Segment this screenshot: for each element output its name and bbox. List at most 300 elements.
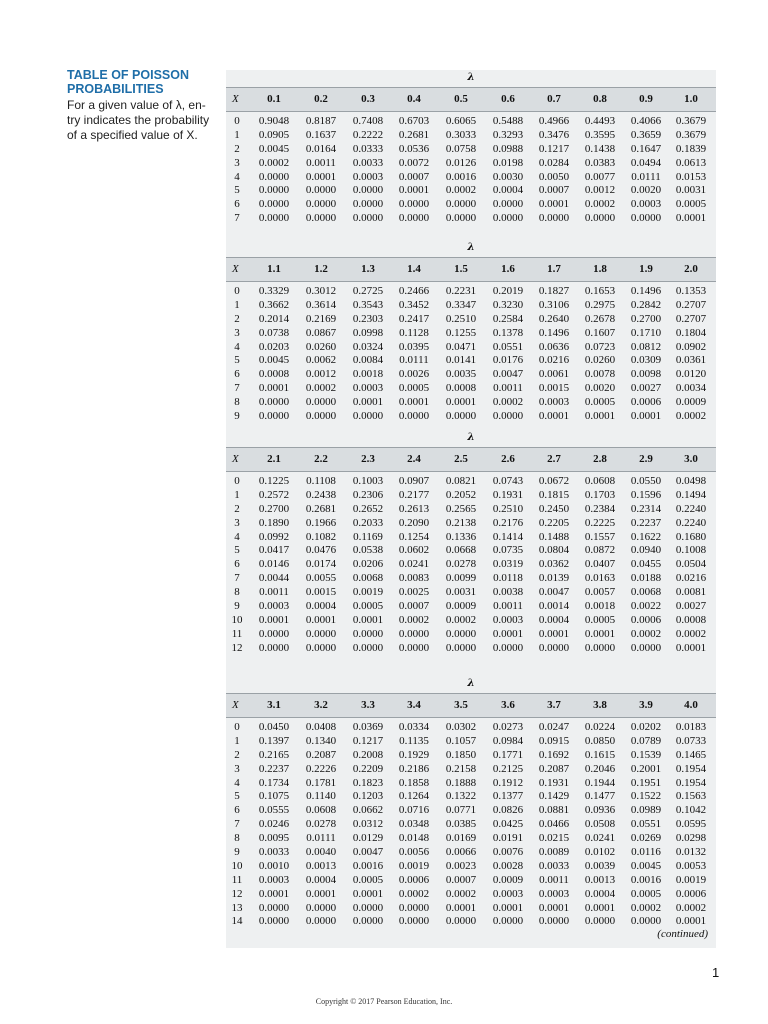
x-value-cell: 14 <box>231 915 243 928</box>
table-row <box>226 627 716 641</box>
probability-cell: 0.0550 <box>630 475 662 487</box>
probability-cell: 0.0383 <box>584 156 616 169</box>
probability-cell: 0.0001 <box>630 410 662 423</box>
x-value-cell: 3 <box>234 156 240 169</box>
probability-cell: 0.0188 <box>630 572 662 585</box>
lambda-column-header: 1.3 <box>361 263 375 275</box>
page-number: 1 <box>712 965 720 980</box>
probability-cell: 0.2438 <box>305 488 337 501</box>
probability-cell: 0.0005 <box>398 382 430 395</box>
probability-cell: 0.2014 <box>258 312 290 325</box>
probability-cell: 0.0146 <box>258 558 290 571</box>
probability-cell: 0.0000 <box>352 915 384 928</box>
probability-cell: 0.1653 <box>584 285 616 297</box>
probability-cell: 0.0013 <box>305 859 337 872</box>
probability-cell: 0.0203 <box>258 340 290 353</box>
probability-cell: 0.0176 <box>492 354 524 367</box>
probability-cell: 0.0998 <box>352 326 384 339</box>
lambda-column-header: 0.9 <box>639 93 653 105</box>
probability-cell: 0.2231 <box>445 285 477 297</box>
table-title-line: TABLE OF POISSON <box>67 68 189 82</box>
probability-cell: 0.1607 <box>584 326 616 339</box>
lambda-column-header: 1.9 <box>639 263 653 275</box>
probability-cell: 0.0068 <box>352 572 384 585</box>
probability-cell: 0.0012 <box>584 184 616 197</box>
probability-cell: 0.0111 <box>631 170 661 183</box>
probability-cell: 0.0183 <box>675 721 707 733</box>
probability-cell: 0.0001 <box>305 170 337 183</box>
table-body <box>226 720 716 928</box>
probability-cell: 0.0000 <box>398 198 430 211</box>
probability-cell: 0.0001 <box>258 613 290 626</box>
probability-cell: 0.0009 <box>492 873 524 886</box>
probability-cell: 0.1496 <box>630 285 662 297</box>
probability-cell: 0.2700 <box>258 502 290 515</box>
x-value-cell: 8 <box>234 396 240 409</box>
probability-cell: 0.0056 <box>398 846 430 859</box>
probability-cell: 0.0000 <box>398 901 430 914</box>
probability-cell: 0.4493 <box>584 115 616 127</box>
probability-cell: 0.0028 <box>492 859 524 872</box>
probability-cell: 0.0003 <box>352 170 384 183</box>
probability-cell: 0.0003 <box>492 887 524 900</box>
x-value-cell: 12 <box>231 641 243 654</box>
probability-cell: 0.0000 <box>492 212 524 225</box>
lambda-label: λ <box>467 431 475 443</box>
x-value-cell: 0 <box>234 721 240 733</box>
probability-cell: 0.1465 <box>675 748 707 761</box>
probability-cell: 0.0936 <box>584 804 616 817</box>
probability-cell: 0.0002 <box>630 901 662 914</box>
probability-cell: 0.0668 <box>445 544 477 557</box>
probability-cell: 0.0407 <box>584 558 616 571</box>
probability-cell: 0.2678 <box>584 312 616 325</box>
table-row <box>226 734 716 748</box>
probability-cell: 0.0000 <box>305 627 337 640</box>
probability-cell: 0.0334 <box>398 721 430 733</box>
probability-cell: 0.1496 <box>538 326 570 339</box>
probability-cell: 0.0001 <box>584 410 616 423</box>
x-value-cell: 13 <box>231 901 243 914</box>
probability-cell: 0.1637 <box>305 128 337 141</box>
x-value-cell: 2 <box>234 748 240 761</box>
probability-cell: 0.1823 <box>352 776 384 789</box>
x-column-header: X <box>232 93 239 105</box>
x-value-cell: 4 <box>234 170 240 183</box>
probability-cell: 0.1563 <box>675 790 707 803</box>
probability-cell: 0.3293 <box>492 128 524 141</box>
probability-cell: 0.0000 <box>305 212 337 225</box>
copyright-notice: Copyright © 2017 Pearson Education, Inc. <box>315 997 453 1006</box>
probability-cell: 0.0001 <box>538 410 570 423</box>
probability-cell: 0.0000 <box>258 212 290 225</box>
x-value-cell: 6 <box>234 368 240 381</box>
probability-cell: 0.1042 <box>675 804 707 817</box>
lambda-column-header: 3.1 <box>267 699 281 711</box>
x-column-header: X <box>232 699 239 711</box>
probability-cell: 0.2652 <box>352 502 384 515</box>
probability-cell: 0.1692 <box>538 748 570 761</box>
table-row <box>226 720 716 734</box>
probability-cell: 0.0141 <box>445 354 477 367</box>
table-row <box>226 585 716 599</box>
probability-cell: 0.0001 <box>538 627 570 640</box>
probability-cell: 0.0031 <box>445 586 477 599</box>
probability-cell: 0.1781 <box>305 776 337 789</box>
probability-cell: 0.2158 <box>445 762 477 775</box>
probability-cell: 0.0000 <box>352 198 384 211</box>
probability-cell: 0.0019 <box>352 586 384 599</box>
probability-cell: 0.0001 <box>675 641 707 654</box>
probability-cell: 0.1108 <box>306 475 336 487</box>
x-value-cell: 11 <box>231 627 243 640</box>
probability-cell: 0.0636 <box>538 340 570 353</box>
probability-cell: 0.0000 <box>352 641 384 654</box>
probability-cell: 0.0001 <box>398 396 430 409</box>
probability-cell: 0.0002 <box>445 887 477 900</box>
probability-cell: 0.0215 <box>538 832 570 845</box>
probability-cell: 0.6703 <box>398 115 430 127</box>
probability-cell: 0.0302 <box>445 721 477 733</box>
probability-cell: 0.1557 <box>584 530 616 543</box>
probability-cell: 0.0118 <box>493 572 523 585</box>
probability-cell: 0.0061 <box>538 368 570 381</box>
probability-cell: 0.0004 <box>538 613 570 626</box>
probability-cell: 0.0002 <box>492 396 524 409</box>
probability-cell: 0.0000 <box>584 915 616 928</box>
probability-cell: 0.2240 <box>675 516 707 529</box>
probability-cell: 0.0000 <box>584 641 616 654</box>
probability-cell: 0.1890 <box>258 516 290 529</box>
x-value-cell: 3 <box>234 516 240 529</box>
lambda-column-header: 2.0 <box>684 263 698 275</box>
probability-cell: 0.2176 <box>492 516 524 529</box>
probability-cell: 0.1888 <box>445 776 477 789</box>
table-row <box>226 873 716 887</box>
probability-cell: 0.1438 <box>584 142 616 155</box>
probability-cell: 0.1336 <box>445 530 477 543</box>
probability-cell: 0.0016 <box>630 873 662 886</box>
probability-cell: 0.0362 <box>538 558 570 571</box>
lambda-column-header: 1.6 <box>501 263 515 275</box>
probability-cell: 0.0008 <box>675 613 707 626</box>
table-row <box>226 340 716 354</box>
probability-cell: 0.2417 <box>398 312 430 325</box>
probability-cell: 0.0940 <box>630 544 662 557</box>
probability-cell: 0.0000 <box>352 627 384 640</box>
x-value-cell: 10 <box>231 859 243 872</box>
probability-cell: 0.0804 <box>538 544 570 557</box>
table-title-line: PROBABILITIES <box>67 82 164 96</box>
table-row <box>226 613 716 627</box>
probability-cell: 0.0246 <box>258 818 290 831</box>
probability-cell: 0.1488 <box>538 530 570 543</box>
probability-cell: 0.0011 <box>493 382 523 395</box>
probability-cell: 0.0417 <box>258 544 290 557</box>
probability-cell: 0.0111 <box>399 354 429 367</box>
probability-cell: 0.0000 <box>492 410 524 423</box>
probability-cell: 0.0004 <box>305 600 337 613</box>
table-body <box>226 284 716 423</box>
probability-cell: 0.1954 <box>675 762 707 775</box>
probability-cell: 0.0057 <box>584 586 616 599</box>
probability-cell: 0.0821 <box>445 475 477 487</box>
probability-cell: 0.0361 <box>675 354 707 367</box>
poisson-table <box>226 70 716 948</box>
x-value-cell: 0 <box>234 115 240 127</box>
table-row <box>226 312 716 326</box>
probability-cell: 0.0001 <box>675 915 707 928</box>
probability-cell: 0.0001 <box>352 396 384 409</box>
probability-cell: 0.0002 <box>258 156 290 169</box>
probability-cell: 0.2177 <box>398 488 430 501</box>
probability-cell: 0.5488 <box>492 115 524 127</box>
probability-cell: 0.3012 <box>305 285 337 297</box>
probability-cell: 0.0011 <box>306 156 336 169</box>
probability-cell: 0.0881 <box>538 804 570 817</box>
probability-cell: 0.0033 <box>538 859 570 872</box>
table-row <box>226 571 716 585</box>
probability-cell: 0.2681 <box>398 128 430 141</box>
x-value-cell: 9 <box>234 600 240 613</box>
table-row <box>226 859 716 873</box>
x-value-cell: 4 <box>234 340 240 353</box>
table-row <box>226 803 716 817</box>
probability-cell: 0.1929 <box>398 748 430 761</box>
probability-cell: 0.0005 <box>584 396 616 409</box>
probability-cell: 0.0260 <box>584 354 616 367</box>
lambda-column-header: 0.3 <box>361 93 375 105</box>
probability-cell: 0.0002 <box>675 627 707 640</box>
probability-cell: 0.0613 <box>675 156 707 169</box>
probability-cell: 0.1378 <box>492 326 524 339</box>
probability-cell: 0.0003 <box>630 198 662 211</box>
lambda-column-header: 1.2 <box>314 263 328 275</box>
probability-cell: 0.0002 <box>675 410 707 423</box>
probability-cell: 0.0139 <box>538 572 570 585</box>
x-value-cell: 2 <box>234 312 240 325</box>
table-body <box>226 114 716 225</box>
probability-cell: 0.0408 <box>305 721 337 733</box>
probability-cell: 0.2306 <box>352 488 384 501</box>
probability-cell: 0.0016 <box>445 170 477 183</box>
probability-cell: 0.0348 <box>398 818 430 831</box>
probability-cell: 0.0102 <box>584 846 616 859</box>
probability-cell: 0.0077 <box>584 170 616 183</box>
probability-cell: 0.0004 <box>492 184 524 197</box>
probability-cell: 0.2033 <box>352 516 384 529</box>
probability-cell: 0.0224 <box>584 721 616 733</box>
probability-cell: 0.2510 <box>492 502 524 515</box>
probability-cell: 0.1539 <box>630 748 662 761</box>
x-value-cell: 11 <box>231 873 243 886</box>
probability-cell: 0.0000 <box>398 641 430 654</box>
table-row <box>226 211 716 225</box>
probability-cell: 0.0072 <box>398 156 430 169</box>
header-row <box>226 693 716 718</box>
probability-cell: 0.0385 <box>445 818 477 831</box>
x-value-cell: 7 <box>234 382 240 395</box>
probability-cell: 0.2165 <box>258 748 290 761</box>
lambda-label: λ <box>467 71 475 83</box>
probability-cell: 0.0002 <box>445 184 477 197</box>
x-value-cell: 6 <box>234 558 240 571</box>
probability-cell: 0.0000 <box>538 915 570 928</box>
lambda-column-header: 4.0 <box>684 699 698 711</box>
probability-cell: 0.0055 <box>305 572 337 585</box>
probability-cell: 0.0494 <box>630 156 662 169</box>
x-value-cell: 7 <box>234 818 240 831</box>
probability-cell: 0.2584 <box>492 312 524 325</box>
probability-cell: 0.0000 <box>305 641 337 654</box>
x-column-header: X <box>232 263 239 275</box>
probability-cell: 0.0003 <box>538 887 570 900</box>
probability-cell: 0.1254 <box>398 530 430 543</box>
probability-cell: 0.0005 <box>352 600 384 613</box>
probability-cell: 0.0395 <box>398 340 430 353</box>
table-row <box>226 474 716 488</box>
probability-cell: 0.0015 <box>538 382 570 395</box>
probability-cell: 0.0992 <box>258 530 290 543</box>
x-value-cell: 4 <box>234 776 240 789</box>
probability-cell: 0.1804 <box>675 326 707 339</box>
lambda-column-header: 0.1 <box>267 93 281 105</box>
probability-cell: 0.2510 <box>445 312 477 325</box>
description-line: For a given value of λ, en- <box>67 98 206 112</box>
probability-cell: 0.3452 <box>398 298 430 311</box>
lambda-column-header: 1.5 <box>454 263 468 275</box>
probability-cell: 0.2640 <box>538 312 570 325</box>
probability-cell: 0.2169 <box>305 312 337 325</box>
probability-cell: 0.3662 <box>258 298 290 311</box>
lambda-column-header: 3.6 <box>501 699 515 711</box>
probability-cell: 0.2450 <box>538 502 570 515</box>
probability-cell: 0.1931 <box>538 776 570 789</box>
probability-cell: 0.1003 <box>352 475 384 487</box>
probability-cell: 0.3595 <box>584 128 616 141</box>
table-row <box>226 641 716 655</box>
probability-cell: 0.1225 <box>258 475 290 487</box>
probability-cell: 0.2019 <box>492 285 524 297</box>
probability-cell: 0.0001 <box>352 887 384 900</box>
probability-cell: 0.0241 <box>584 832 616 845</box>
table-row <box>226 170 716 184</box>
probability-cell: 0.0019 <box>675 873 707 886</box>
probability-cell: 0.0826 <box>492 804 524 817</box>
probability-cell: 0.0000 <box>258 396 290 409</box>
probability-cell: 0.8187 <box>305 115 337 127</box>
table-row <box>226 831 716 845</box>
lambda-label: λ <box>467 677 475 689</box>
probability-cell: 0.0001 <box>584 627 616 640</box>
probability-cell: 0.1057 <box>445 734 477 747</box>
table-row <box>226 183 716 197</box>
probability-cell: 0.0045 <box>630 859 662 872</box>
probability-cell: 0.0988 <box>492 142 524 155</box>
probability-cell: 0.0662 <box>352 804 384 817</box>
probability-cell: 0.1944 <box>584 776 616 789</box>
probability-cell: 0.0369 <box>352 721 384 733</box>
probability-cell: 0.0005 <box>675 198 707 211</box>
probability-cell: 0.0098 <box>630 368 662 381</box>
probability-cell: 0.0083 <box>398 572 430 585</box>
probability-cell: 0.0013 <box>584 873 616 886</box>
probability-cell: 0.1397 <box>258 734 290 747</box>
probability-cell: 0.1703 <box>584 488 616 501</box>
table-description <box>67 98 217 143</box>
probability-cell: 0.0120 <box>675 368 707 381</box>
x-value-cell: 9 <box>234 846 240 859</box>
probability-cell: 0.1850 <box>445 748 477 761</box>
probability-cell: 0.0047 <box>352 846 384 859</box>
lambda-column-header: 2.9 <box>639 453 653 465</box>
probability-cell: 0.0850 <box>584 734 616 747</box>
probability-cell: 0.0450 <box>258 721 290 733</box>
probability-cell: 0.0000 <box>492 641 524 654</box>
probability-cell: 0.1135 <box>399 734 429 747</box>
probability-cell: 0.0047 <box>538 586 570 599</box>
probability-cell: 0.0003 <box>492 613 524 626</box>
probability-cell: 0.0001 <box>258 887 290 900</box>
probability-cell: 0.0002 <box>398 887 430 900</box>
probability-cell: 0.1710 <box>630 326 662 339</box>
lambda-column-header: 1.1 <box>267 263 281 275</box>
probability-cell: 0.0608 <box>584 475 616 487</box>
table-row <box>226 409 716 423</box>
probability-cell: 0.0247 <box>538 721 570 733</box>
probability-cell: 0.4966 <box>538 115 570 127</box>
table-row <box>226 914 716 928</box>
table-row <box>226 353 716 367</box>
probability-cell: 0.0002 <box>675 901 707 914</box>
probability-cell: 0.2237 <box>630 516 662 529</box>
probability-cell: 0.0000 <box>258 641 290 654</box>
probability-cell: 0.0007 <box>398 170 430 183</box>
probability-cell: 0.0027 <box>675 600 707 613</box>
probability-cell: 0.1954 <box>675 776 707 789</box>
probability-cell: 0.1217 <box>538 142 570 155</box>
table-row <box>226 887 716 901</box>
probability-cell: 0.3106 <box>538 298 570 311</box>
description-line: of a specified value of X. <box>67 128 198 142</box>
probability-cell: 0.0907 <box>398 475 430 487</box>
x-value-cell: 6 <box>234 804 240 817</box>
probability-cell: 0.0000 <box>445 410 477 423</box>
x-value-cell: 4 <box>234 530 240 543</box>
probability-cell: 0.0595 <box>675 818 707 831</box>
probability-cell: 0.2466 <box>398 285 430 297</box>
probability-cell: 0.0076 <box>492 846 524 859</box>
probability-cell: 0.2186 <box>398 762 430 775</box>
probability-cell: 0.2209 <box>352 762 384 775</box>
probability-cell: 0.0001 <box>305 613 337 626</box>
probability-cell: 0.0018 <box>584 600 616 613</box>
probability-cell: 0.0000 <box>352 901 384 914</box>
probability-cell: 0.2046 <box>584 762 616 775</box>
table-row <box>226 543 716 557</box>
probability-cell: 0.0015 <box>305 586 337 599</box>
probability-cell: 0.0000 <box>258 170 290 183</box>
probability-cell: 0.0206 <box>352 558 384 571</box>
probability-cell: 0.0006 <box>630 396 662 409</box>
probability-cell: 0.0602 <box>398 544 430 557</box>
lambda-column-header: 2.2 <box>314 453 328 465</box>
probability-cell: 0.0538 <box>352 544 384 557</box>
table-row <box>226 530 716 544</box>
lambda-column-header: 3.9 <box>639 699 653 711</box>
probability-cell: 0.0006 <box>630 613 662 626</box>
header-row <box>226 257 716 282</box>
